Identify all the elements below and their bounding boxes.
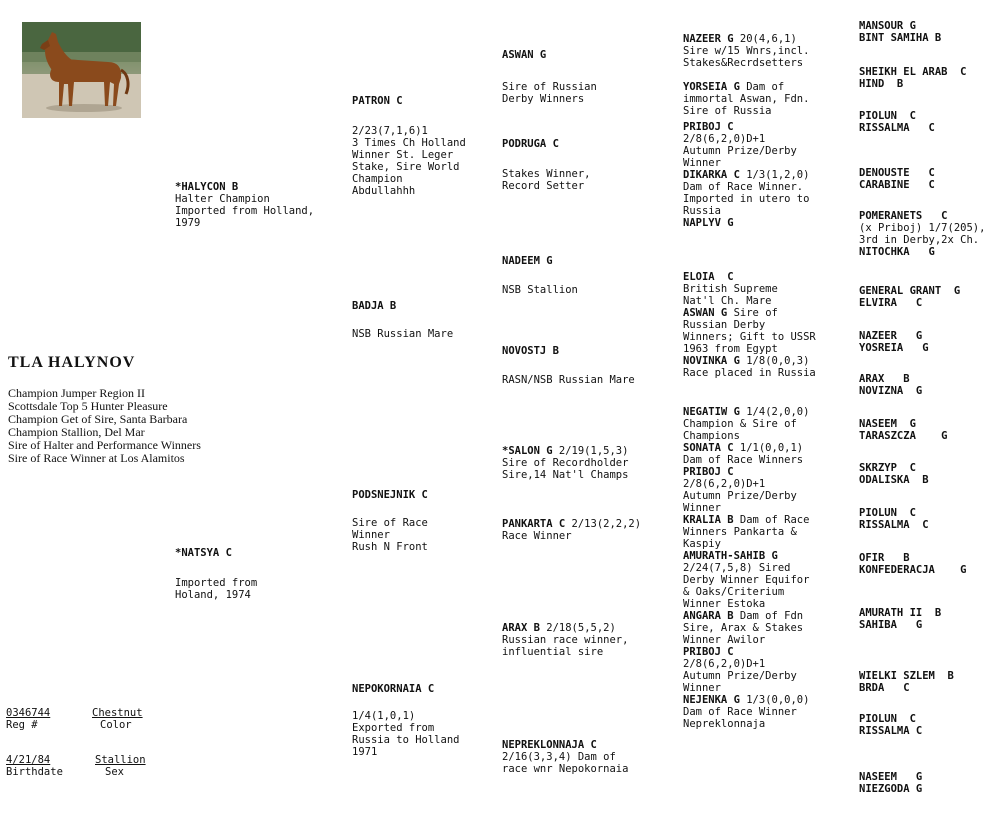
ancestor-name: AMURATH-SAHIB G	[683, 550, 778, 562]
ancestor-notes: 2/23(7,1,6)1 3 Times Ch Holland Winner St. Leger Stake, Sire World Champion Abdullahhh	[352, 125, 466, 197]
ancestor-name: POMERANETS C	[859, 210, 948, 222]
ancestor-name: BINT SAMIHA B	[859, 32, 942, 44]
ancestor-record	[502, 622, 616, 634]
race-record: 1/3(0,0,0)	[739, 694, 810, 706]
race-record: Dam of Race	[733, 514, 810, 526]
race-record: 20(4,6,1)	[733, 33, 797, 45]
ancestor-notes: Russian race winner, influential sire	[502, 634, 629, 658]
ancestor-name: NEPOKORNAIA C	[352, 683, 435, 695]
ancestor-notes: Dam of Race Winner. Imported in utero to Russia	[683, 181, 810, 217]
ancestor-notes: 1/4(1,0,1) Exported from Russia to Holland 1971	[352, 710, 460, 758]
ancestor-notes: Dam of Race Winners	[683, 454, 804, 466]
ancestor-notes: NSB Russian Mare	[352, 328, 454, 340]
ancestor-notes: Winners Pankarta & Kaspiy	[683, 526, 797, 550]
reg-label: Reg #	[6, 719, 38, 731]
birthdate-value: 4/21/84	[6, 754, 51, 766]
ancestor-name: PATRON C	[352, 95, 403, 107]
ancestor-name: PRIBOJ C	[683, 121, 734, 133]
ancestor-name: ARAX B	[859, 373, 910, 385]
ancestor-notes: Russian Derby Winners; Gift to USSR 1963 from Egypt	[683, 319, 816, 355]
ancestor-name: ARAX B	[502, 622, 540, 634]
achievement-line: Scottsdale Top 5 Hunter Pleasure	[8, 399, 168, 413]
ancestor-name: GENERAL GRANT G	[859, 285, 961, 297]
ancestor-record	[683, 406, 809, 418]
ancestor-name: PRIBOJ C	[683, 466, 734, 478]
ancestor-name: ELVIRA C	[859, 297, 923, 309]
ancestor-name: NIEZGODA G	[859, 783, 923, 795]
ancestor-name: PIOLUN C	[859, 507, 916, 519]
ancestor-record	[683, 694, 809, 706]
ancestor-name: OFIR B	[859, 552, 910, 564]
ancestor-name: RISSALMA C	[859, 122, 935, 134]
ancestor-name: PRIBOJ C	[683, 646, 734, 658]
ancestor-notes: Race Winner	[502, 530, 572, 542]
ancestor-name: SAHIBA G	[859, 619, 923, 631]
ancestor-name: NOVOSTJ B	[502, 345, 559, 357]
ancestor-notes: Sire w/15 Wnrs,incl. Stakes&Recrdsetters	[683, 45, 810, 69]
race-record: Dam of	[739, 81, 785, 93]
ancestor-name: ELOIA C	[683, 271, 734, 283]
sex-label: Sex	[105, 766, 124, 778]
ancestor-name: NASEEM G	[859, 418, 916, 430]
race-record: Dam of Fdn	[733, 610, 804, 622]
ancestor-name: ANGARA B	[683, 610, 734, 622]
ancestor-name: ODALISKA B	[859, 474, 929, 486]
race-record: 2/18(5,5,2)	[539, 622, 616, 634]
ancestor-record	[683, 169, 809, 181]
ancestor-name: SHEIKH EL ARAB C	[859, 66, 967, 78]
color-label: Color	[100, 719, 132, 731]
ancestor-name: NEPREKLONNAJA C	[502, 739, 597, 751]
ancestor-notes: Sire of Recordholder Sire,14 Nat'l Champs	[502, 457, 629, 481]
race-record: 2/13(2,2,2)	[565, 518, 642, 530]
ancestor-name: NADEEM G	[502, 255, 553, 267]
ancestor-name: *SALON G	[502, 445, 553, 457]
ancestor-name: NAZEER G	[859, 330, 923, 342]
ancestor-notes: RASN/NSB Russian Mare	[502, 374, 635, 386]
ancestor-notes: (x Priboj) 1/7(205), 3rd in Derby,2x Ch.	[859, 222, 986, 246]
achievement-line: Champion Get of Sire, Santa Barbara	[8, 412, 188, 426]
ancestor-name: CARABINE C	[859, 179, 935, 191]
ancestor-notes: 2/8(6,2,0)D+1 Autumn Prize/Derby Winner	[683, 658, 797, 694]
ancestor-name: PODSNEJNIK C	[352, 489, 428, 501]
horse-photo	[22, 22, 141, 118]
race-record: 1/1(0,0,1)	[733, 442, 804, 454]
ancestor-name: NOVINKA G	[683, 355, 740, 367]
ancestor-name: TARASZCZA G	[859, 430, 948, 442]
ancestor-name: NAPLYV G	[683, 217, 734, 229]
ancestor-record	[683, 355, 809, 367]
achievement-line: Champion Stallion, Del Mar	[8, 425, 145, 439]
ancestor-name: YORSEIA G	[683, 81, 740, 93]
ancestor-name: ASWAN G	[683, 307, 728, 319]
ancestor-name: NAZEER G	[683, 33, 734, 45]
ancestor-record	[502, 445, 628, 457]
reg-number: 0346744	[6, 707, 51, 719]
ancestor-record	[683, 81, 784, 93]
ancestor-notes: Race placed in Russia	[683, 367, 816, 379]
ancestor-notes: 2/8(6,2,0)D+1 Autumn Prize/Derby Winner	[683, 478, 797, 514]
ancestor-name: SKRZYP C	[859, 462, 916, 474]
ancestor-name: PIOLUN C	[859, 713, 916, 725]
race-record: 1/8(0,0,3)	[739, 355, 810, 367]
ancestor-name: SONATA C	[683, 442, 734, 454]
ancestor-notes: Sire, Arax & Stakes Winner Awilor	[683, 622, 804, 646]
ancestor-name: RISSALMA C	[859, 725, 923, 737]
ancestor-name: MANSOUR G	[859, 20, 916, 32]
horse-name: TLA HALYNOV	[8, 354, 136, 371]
ancestor-name: YOSREIA G	[859, 342, 929, 354]
ancestor-record	[683, 442, 803, 454]
race-record: 2/19(1,5,3)	[552, 445, 629, 457]
ancestor-name: PODRUGA C	[502, 138, 559, 150]
ancestor-name: RISSALMA C	[859, 519, 929, 531]
achievement-line: Sire of Halter and Performance Winners	[8, 438, 201, 452]
sex-value: Stallion	[95, 754, 146, 766]
ancestor-notes: 2/8(6,2,0)D+1 Autumn Prize/Derby Winner	[683, 133, 797, 169]
ancestor-name: NITOCHKA G	[859, 246, 935, 258]
sire-notes: Halter Champion Imported from Holland, 1979	[175, 193, 315, 229]
ancestor-name: NASEEM G	[859, 771, 923, 783]
ancestor-name: PIOLUN C	[859, 110, 916, 122]
ancestor-notes: 2/24(7,5,8) Sired Derby Winner Equifor & Oaks/Criterium Winner Estoka	[683, 562, 810, 610]
ancestor-notes: immortal Aswan, Fdn. Sire of Russia	[683, 93, 810, 117]
ancestor-record	[683, 33, 797, 45]
ancestor-name: KONFEDERACJA G	[859, 564, 967, 576]
race-record: Sire of	[727, 307, 778, 319]
ancestor-name: AMURATH II B	[859, 607, 942, 619]
dam-notes: Imported from Holand, 1974	[175, 577, 258, 601]
ancestor-name: HIND B	[859, 78, 904, 90]
ancestor-record	[683, 610, 803, 622]
ancestor-name: DENOUSTE C	[859, 167, 935, 179]
color-value: Chestnut	[92, 707, 143, 719]
ancestor-name: NEJENKA G	[683, 694, 740, 706]
achievement-line: Champion Jumper Region II	[8, 386, 145, 400]
ancestor-name: KRALIA B	[683, 514, 734, 526]
ancestor-record	[683, 514, 809, 526]
ancestor-name: WIELKI SZLEM B	[859, 670, 954, 682]
ancestor-name: BADJA B	[352, 300, 397, 312]
ancestor-name: ASWAN G	[502, 49, 547, 61]
ancestor-record	[683, 307, 778, 319]
ancestor-name: BRDA C	[859, 682, 910, 694]
ancestor-notes: Sire of Race Winner Rush N Front	[352, 517, 428, 553]
ancestor-notes: Sire of Russian Derby Winners	[502, 81, 597, 105]
ancestor-name: NEGATIW G	[683, 406, 740, 418]
ancestor-notes: British Supreme Nat'l Ch. Mare	[683, 283, 778, 307]
ancestor-notes: 2/16(3,3,4) Dam of race wnr Nepokornaia	[502, 751, 629, 775]
ancestor-name: NOVIZNA G	[859, 385, 923, 397]
race-record: 1/3(1,2,0)	[739, 169, 810, 181]
achievement-line: Sire of Race Winner at Los Alamitos	[8, 451, 185, 465]
ancestor-name: DIKARKA C	[683, 169, 740, 181]
ancestor-notes: Dam of Race Winner Nepreklonnaja	[683, 706, 797, 730]
sire-name: *HALYCON B	[175, 181, 239, 193]
dam-name: *NATSYA C	[175, 547, 232, 559]
ancestor-notes: Stakes Winner, Record Setter	[502, 168, 591, 192]
ancestor-name: PANKARTA C	[502, 518, 566, 530]
horse-illustration	[22, 22, 141, 118]
ancestor-notes: NSB Stallion	[502, 284, 578, 296]
ancestor-notes: Champion & Sire of Champions	[683, 418, 797, 442]
race-record: 1/4(2,0,0)	[739, 406, 810, 418]
birthdate-label: Birthdate	[6, 766, 63, 778]
ancestor-record	[502, 518, 641, 530]
